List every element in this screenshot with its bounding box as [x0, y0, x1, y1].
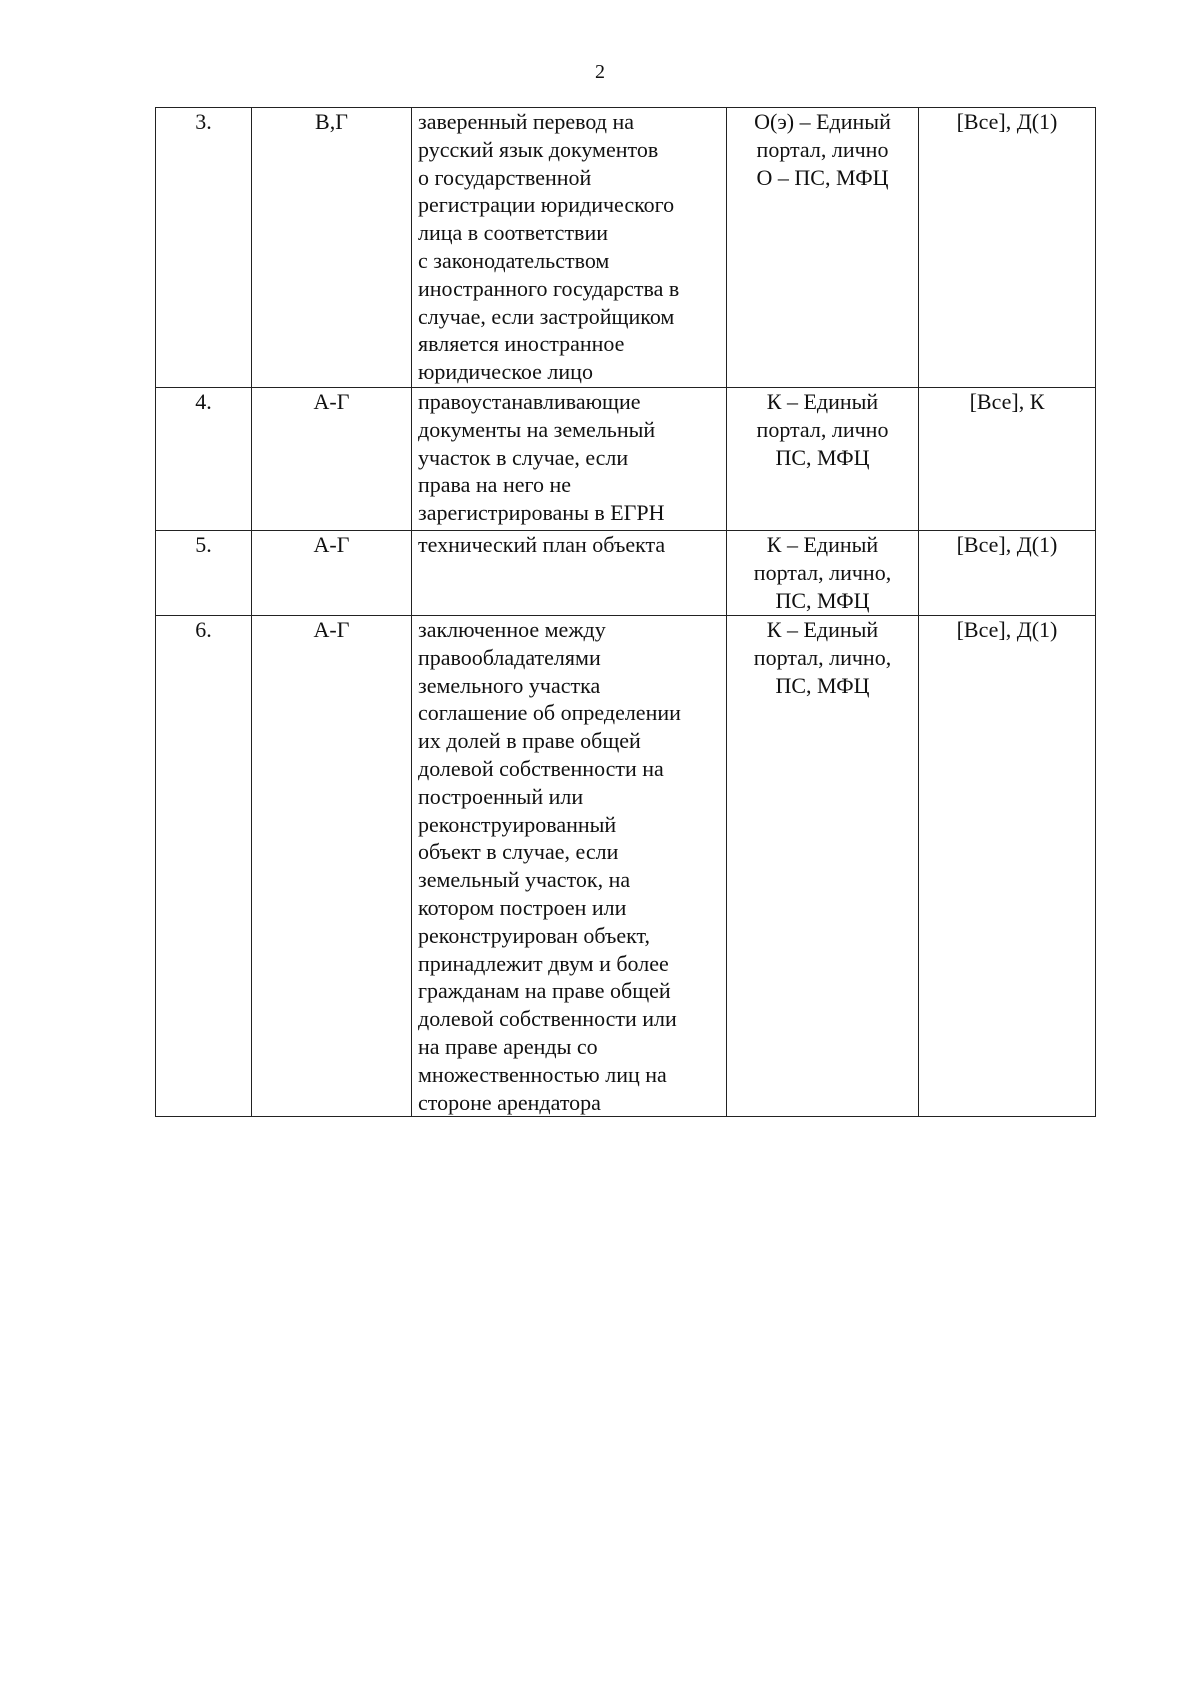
document-line: земельного участка	[418, 672, 601, 698]
applicant-category-cell: А-Г	[252, 616, 412, 1117]
document-line: долевой собственности или	[418, 1006, 677, 1032]
method-line: портал, лично	[756, 416, 889, 442]
applicant-category-cell: А-Г	[252, 531, 412, 616]
method-line: портал, лично,	[753, 559, 892, 585]
document-description-cell	[412, 388, 727, 531]
document-line: о государственной	[418, 164, 592, 190]
applicant-category-cell: А-Г	[252, 388, 412, 531]
document-line: лица в соответствии	[418, 220, 608, 246]
page-number: 2	[595, 61, 605, 83]
document-line: зарегистрированы в ЕГРН	[418, 500, 665, 526]
document-line: случае, если застройщиком	[418, 303, 675, 329]
document-line: их долей в праве общей	[418, 728, 641, 754]
row-number-cell: 3.	[156, 108, 252, 388]
document-line: на праве аренды со	[418, 1033, 598, 1059]
document-line: принадлежит двум и более	[418, 950, 669, 976]
document-line: стороне арендатора	[418, 1089, 601, 1115]
row-number-cell: 5.	[156, 531, 252, 616]
document-line: земельный участок, на	[418, 867, 631, 893]
method-line: О(э) – Единый	[754, 109, 891, 134]
applicant-category-cell: В,Г	[252, 108, 412, 388]
document-line: построенный или	[418, 783, 584, 809]
document-line: технический план объекта	[418, 532, 666, 557]
table-row	[156, 108, 1096, 388]
document-line: заверенный перевод на	[418, 109, 634, 134]
submission-method-cell	[727, 531, 919, 616]
requirement-cell: [Все], К	[919, 388, 1096, 531]
table-row	[156, 531, 1096, 616]
method-line: ПС, МФЦ	[775, 587, 870, 613]
document-line: гражданам на праве общей	[418, 978, 671, 1004]
document-line: с законодательством	[418, 247, 610, 273]
document-line: котором построен или	[418, 894, 627, 920]
document-line: множественностью лиц на	[418, 1061, 667, 1087]
submission-method-cell	[727, 616, 919, 1117]
document-line: заключенное между	[418, 617, 606, 642]
document-line: участок в случае, если	[418, 444, 629, 470]
submission-method-cell	[727, 388, 919, 531]
method-line: портал, лично	[756, 136, 889, 162]
document-description-cell	[412, 616, 727, 1117]
document-description-cell	[412, 531, 727, 616]
method-line: ПС, МФЦ	[775, 672, 870, 698]
submission-method-cell	[727, 108, 919, 388]
document-line: является иностранное	[418, 331, 625, 357]
document-line: правообладателями	[418, 644, 601, 670]
method-line: О – ПС, МФЦ	[756, 164, 889, 190]
document-line: реконструирован объект,	[418, 922, 651, 948]
table-row	[156, 616, 1096, 1117]
document-line: документы на земельный	[418, 416, 656, 442]
requirement-cell: [Все], Д(1)	[919, 108, 1096, 388]
requirement-cell: [Все], Д(1)	[919, 531, 1096, 616]
document-line: реконструированный	[418, 811, 617, 837]
row-number-cell: 6.	[156, 616, 252, 1117]
method-line: портал, лично,	[753, 644, 892, 670]
requirement-cell: [Все], Д(1)	[919, 616, 1096, 1117]
document-line: соглашение об определении	[418, 700, 681, 726]
documents-table	[155, 107, 1096, 1117]
document-line: русский язык документов	[418, 136, 659, 162]
document-line: иностранного государства в	[418, 275, 680, 301]
row-number-cell: 4.	[156, 388, 252, 531]
table-row	[156, 388, 1096, 531]
document-line: правоустанавливающие	[418, 389, 641, 414]
document-line: права на него не	[418, 472, 571, 498]
method-line: ПС, МФЦ	[775, 444, 870, 470]
document-line: объект в случае, если	[418, 839, 619, 865]
document-line: юридическое лицо	[418, 359, 593, 385]
document-line: регистрации юридического	[418, 192, 675, 218]
method-line: К – Единый	[766, 532, 879, 557]
method-line: К – Единый	[766, 389, 879, 414]
method-line: К – Единый	[766, 617, 879, 642]
document-line: долевой собственности на	[418, 755, 664, 781]
document-description-cell	[412, 108, 727, 388]
